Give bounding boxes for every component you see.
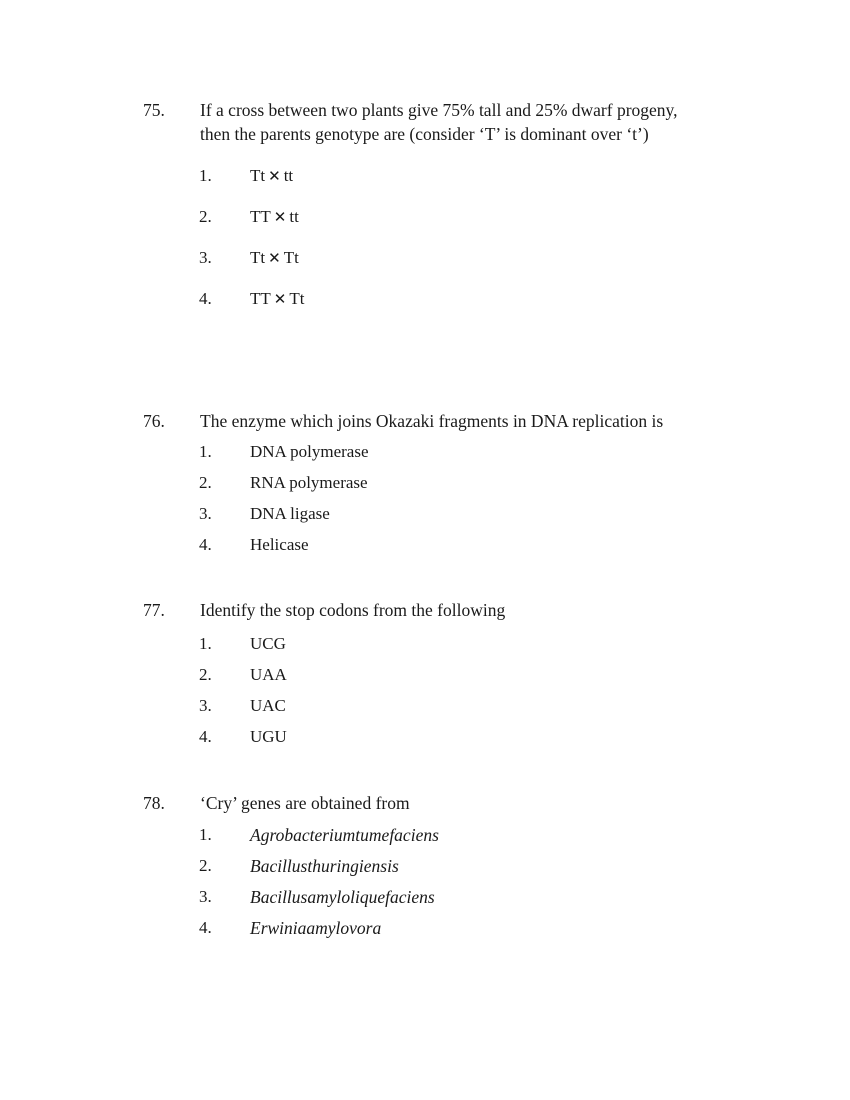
option-number-75-4: 4.	[199, 289, 212, 308]
option-number-78-3: 3.	[199, 887, 212, 906]
question-number-78: 78.	[143, 793, 165, 813]
multiplication-cross-icon: ✕	[268, 166, 281, 185]
question-number-75: 75.	[143, 100, 165, 120]
question-text-75-line2: then the parents genotype are (consider ‘T’ is dominant over ‘t’)	[200, 124, 649, 144]
option-number-78-1: 1.	[199, 825, 212, 844]
option-75-1-left: Tt	[250, 166, 266, 185]
question-number-77: 77.	[143, 600, 165, 620]
question-text-75	[200, 98, 700, 146]
option-75-1-right: tt	[283, 166, 294, 185]
option-number-75-2: 2.	[199, 207, 212, 226]
option-text-75-2	[250, 206, 299, 228]
option-text-76-3: DNA ligase	[250, 504, 330, 523]
option-75-3-right: Tt	[283, 248, 299, 267]
option-75-3-left: Tt	[250, 248, 266, 267]
question-text-77: Identify the stop codons from the following	[200, 600, 506, 620]
option-text-77-3: UAC	[250, 696, 286, 715]
option-text-77-2: UAA	[250, 665, 287, 684]
option-number-77-2: 2.	[199, 665, 212, 684]
option-number-76-1: 1.	[199, 442, 212, 461]
option-text-75-1	[250, 165, 293, 187]
option-text-76-4: Helicase	[250, 535, 309, 554]
option-text-78-4: Erwiniaamylovora	[250, 918, 382, 938]
option-text-77-4: UGU	[250, 727, 287, 746]
option-text-75-4	[250, 288, 304, 310]
option-number-78-2: 2.	[199, 856, 212, 875]
multiplication-cross-icon: ✕	[268, 248, 281, 267]
option-text-78-1: Agrobacteriumtumefaciens	[250, 825, 439, 845]
option-number-76-2: 2.	[199, 473, 212, 492]
option-number-76-3: 3.	[199, 504, 212, 523]
option-75-2-left: TT	[250, 207, 271, 226]
option-number-76-4: 4.	[199, 535, 212, 554]
option-75-4-left: TT	[250, 289, 271, 308]
option-text-75-3	[250, 247, 299, 269]
option-number-78-4: 4.	[199, 918, 212, 937]
option-number-75-3: 3.	[199, 248, 212, 267]
option-text-77-1: UCG	[250, 634, 286, 653]
question-heading-75	[0, 0, 850, 144]
option-number-77-1: 1.	[199, 634, 212, 653]
option-text-78-2: Bacillusthuringiensis	[250, 856, 399, 876]
multiplication-cross-icon: ✕	[273, 289, 287, 308]
question-number-76: 76.	[143, 411, 165, 431]
option-text-76-1: DNA polymerase	[250, 442, 369, 461]
option-text-76-2: RNA polymerase	[250, 473, 368, 492]
question-text-78: ‘Cry’ genes are obtained from	[200, 793, 410, 813]
option-75-2-right: tt	[289, 207, 299, 226]
option-75-4-right: Tt	[289, 289, 305, 308]
option-number-77-4: 4.	[199, 727, 212, 746]
option-number-75-1: 1.	[199, 166, 212, 185]
option-text-78-3: Bacillusamyloliquefaciens	[250, 887, 435, 907]
question-block-75	[0, 0, 850, 308]
question-text-75-line1: If a cross between two plants give 75% tall and 25% dwarf progeny,	[200, 100, 678, 120]
multiplication-cross-icon: ✕	[273, 207, 287, 226]
option-number-77-3: 3.	[199, 696, 212, 715]
question-text-76: The enzyme which joins Okazaki fragments in DNA replication is	[200, 411, 664, 431]
